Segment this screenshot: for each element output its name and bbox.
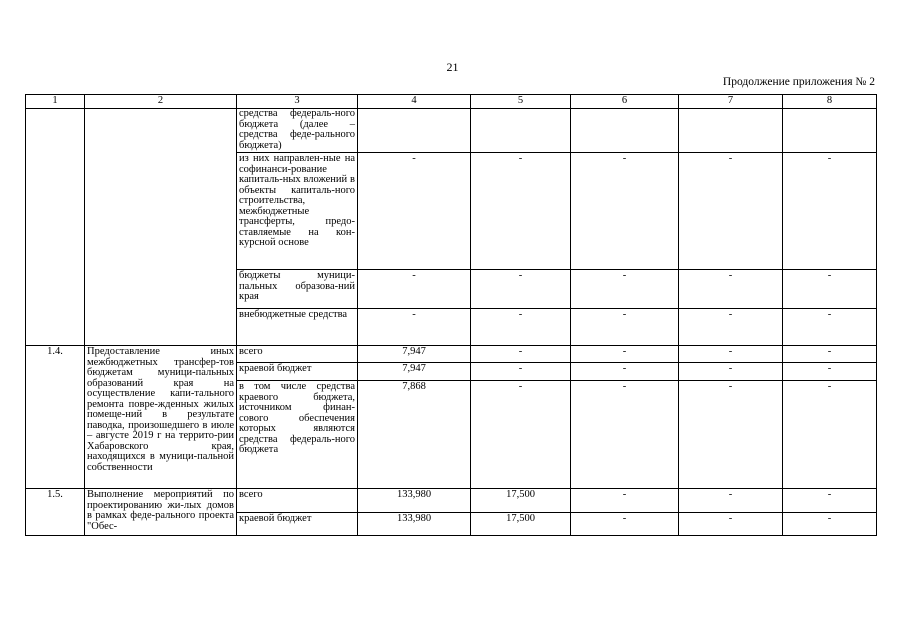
- appendix-note: Продолжение приложения № 2: [722, 76, 875, 88]
- value-cell: [783, 109, 877, 153]
- value-cell: -: [358, 270, 471, 309]
- source-cell: бюджеты муници-пальных образова-ний края: [237, 270, 358, 309]
- value-cell: 133,980: [358, 489, 471, 513]
- source-cell: внебюджетные средства: [237, 309, 358, 346]
- value-cell: 17,500: [471, 513, 571, 536]
- source-cell: в том числе средства краевого бюджета, источником финан-сового обеспечения которых являются средства федераль-ного бюджета: [237, 381, 358, 489]
- value-cell: -: [679, 381, 783, 489]
- col-header: 7: [679, 95, 783, 109]
- value-cell: -: [571, 513, 679, 536]
- budget-table: [25, 94, 877, 536]
- source-cell: всего: [237, 489, 358, 513]
- source-cell: краевой бюджет: [237, 363, 358, 381]
- value-cell: -: [571, 381, 679, 489]
- value-cell: -: [679, 513, 783, 536]
- value-cell: -: [471, 153, 571, 270]
- description-cell: [85, 109, 237, 346]
- value-cell: -: [783, 270, 877, 309]
- value-cell: -: [358, 153, 471, 270]
- value-cell: 7,947: [358, 363, 471, 381]
- value-cell: 133,980: [358, 513, 471, 536]
- value-cell: -: [679, 363, 783, 381]
- value-cell: -: [783, 489, 877, 513]
- col-header: 2: [85, 95, 237, 109]
- value-cell: -: [358, 309, 471, 346]
- value-cell: -: [783, 513, 877, 536]
- value-cell: -: [783, 381, 877, 489]
- source-cell: средства федераль-ного бюджета (далее – средства феде-рального бюджета): [237, 109, 358, 153]
- value-cell: 7,868: [358, 381, 471, 489]
- description-cell: Выполнение мероприятий по проектированию жи-лых домов в рамках феде-рального проекта "Обес-: [85, 489, 237, 536]
- value-cell: -: [783, 363, 877, 381]
- value-cell: -: [471, 381, 571, 489]
- header-row: [26, 95, 877, 109]
- value-cell: -: [571, 363, 679, 381]
- value-cell: 7,947: [358, 346, 471, 363]
- value-cell: -: [571, 489, 679, 513]
- row-number-cell: [26, 109, 85, 346]
- value-cell: -: [783, 153, 877, 270]
- value-cell: [471, 109, 571, 153]
- source-cell: краевой бюджет: [237, 513, 358, 536]
- col-header: 3: [237, 95, 358, 109]
- value-cell: -: [471, 346, 571, 363]
- value-cell: -: [571, 309, 679, 346]
- value-cell: -: [571, 153, 679, 270]
- page-number: 21: [446, 60, 459, 74]
- value-cell: -: [679, 346, 783, 363]
- source-cell: всего: [237, 346, 358, 363]
- value-cell: -: [679, 153, 783, 270]
- value-cell: -: [571, 270, 679, 309]
- col-header: 6: [571, 95, 679, 109]
- col-header: 8: [783, 95, 877, 109]
- value-cell: -: [679, 270, 783, 309]
- row-number-cell: 1.5.: [26, 489, 85, 536]
- table-row: [26, 109, 877, 153]
- source-cell: из них направлен-ные на софинанси-рование капиталь-ных вложений в объекты капиталь-ного строительства, межбюджетные трансферты, предо-ставляемые на кон-курсной основе: [237, 153, 358, 270]
- value-cell: -: [783, 346, 877, 363]
- col-header: 4: [358, 95, 471, 109]
- value-cell: -: [679, 309, 783, 346]
- value-cell: -: [679, 489, 783, 513]
- row-number-cell: 1.4.: [26, 346, 85, 489]
- value-cell: -: [783, 309, 877, 346]
- value-cell: [679, 109, 783, 153]
- table-row: [26, 489, 877, 513]
- value-cell: -: [571, 346, 679, 363]
- value-cell: -: [471, 309, 571, 346]
- value-cell: [358, 109, 471, 153]
- value-cell: -: [471, 270, 571, 309]
- description-cell: Предоставление иных межбюджетных трансфер-тов бюджетам муници-пальных образований края на осуществление капи-тального ремонта повре-жденных жилых помеще-ний в результате паводка, произошедшего в июле – августе 2019 г на террито-рии Хабаровского края, находящихся в муници-пальной собственности: [85, 346, 237, 489]
- value-cell: [571, 109, 679, 153]
- col-header: 1: [26, 95, 85, 109]
- value-cell: 17,500: [471, 489, 571, 513]
- value-cell: -: [471, 363, 571, 381]
- table-row: [26, 346, 877, 363]
- col-header: 5: [471, 95, 571, 109]
